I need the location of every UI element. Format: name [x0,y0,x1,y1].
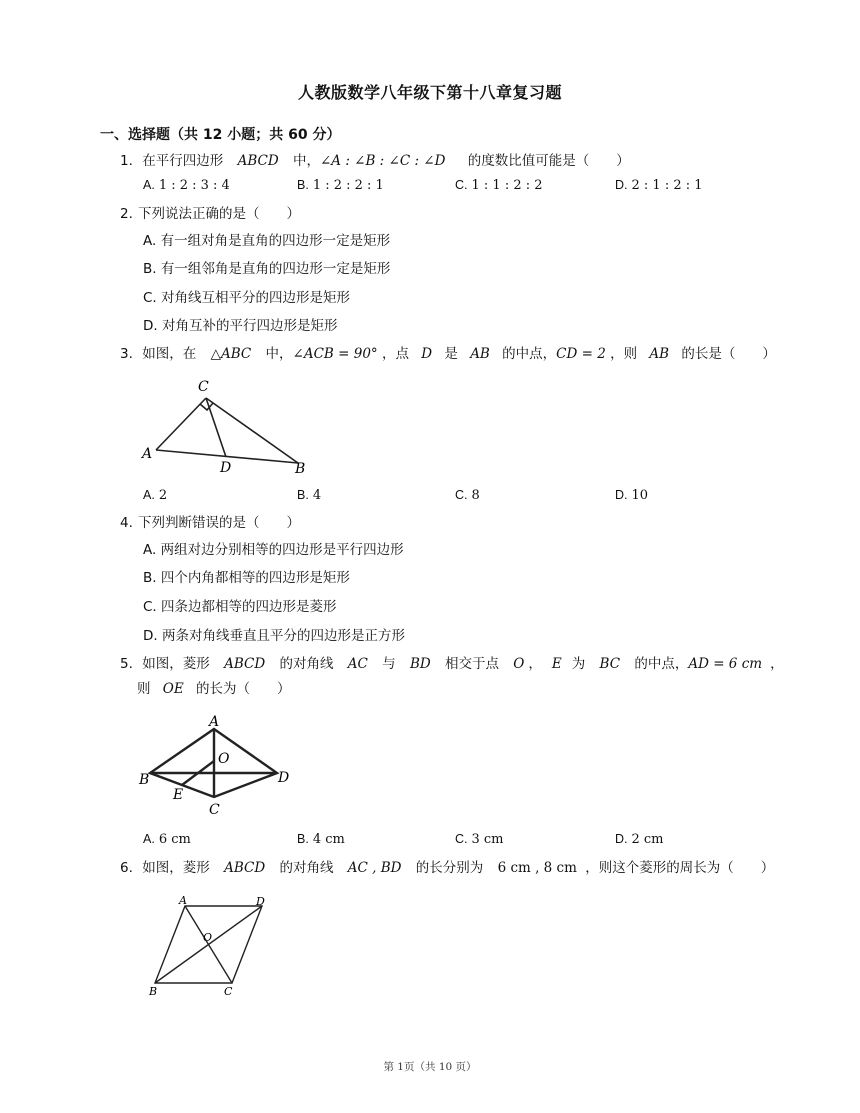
question-text: 下列说法正确的是（ ） [138,206,300,222]
math-expression: CD = 2 [556,346,606,362]
question-text: 是 [444,346,458,362]
point-label-e: E [173,787,184,803]
option-label: D. [615,178,628,192]
vertex-label-a: A [209,714,220,730]
option-b[interactable] [297,486,321,505]
question-1 [120,151,630,171]
math-expression: O [513,656,525,672]
vertex-label-c: C [198,379,209,395]
option-d[interactable] [615,176,703,195]
question-text: 的中点， [502,346,557,362]
option-b[interactable] [297,176,384,195]
vertex-label-c: C [224,985,233,998]
vertex-label-b: B [295,461,306,477]
question-number: 3. [120,346,133,362]
question-text: 的长为（ ） [196,681,291,697]
question-number: 2. [120,206,133,222]
question-text: 的长分别为 [415,860,484,876]
rhombus-figure-q6 [142,893,277,1001]
option-c[interactable] [455,176,543,195]
option-c[interactable] [455,486,480,505]
question-text: ，则 [610,346,638,362]
question-text: 如图，菱形 [142,656,210,672]
option-label: A. [143,832,155,846]
vertex-label-d: D [220,460,232,476]
triangle-figure [138,375,318,480]
question-text: 中， [265,346,293,362]
question-text: ，点 [381,346,409,362]
question-text: 的中点， [634,656,689,672]
option-label: C. [455,832,468,846]
question-text: 与 [382,656,396,672]
math-expression: BC [599,656,621,672]
math-expression: ∠A : ∠B : ∠C : ∠D [319,153,446,169]
math-expression: △ABC [210,346,252,362]
question-5 [120,654,784,674]
question-5-line-2 [137,679,291,699]
question-text: 如图，在 [142,346,197,362]
question-number: 5. [120,656,133,672]
question-text: 则 [137,681,151,697]
vertex-label-d: D [278,770,290,786]
option-label: C. [455,488,468,502]
math-expression: AB [649,346,670,362]
vertex-label-o: O [218,751,230,767]
vertex-label-b: B [149,985,158,998]
page-footer: 第 1页（共 10 页） [383,1061,477,1073]
center-label-o: O [203,931,213,944]
math-expression: BD [409,656,431,672]
option-a[interactable] [143,176,230,195]
math-expression: D [421,346,433,362]
question-2 [120,204,300,224]
question-text: 的长是（ ） [681,346,776,362]
option-value: 2 [158,488,168,503]
question-text: 为 [571,656,586,672]
option-label: D. [615,488,628,502]
question-number: 1. [120,153,133,169]
question-text: ， [528,656,542,672]
math-expression: ABCD [224,860,266,876]
question-text: 下列判断错误的是（ ） [138,515,300,531]
math-expression: AB [470,346,490,362]
option-value: 1 : 2 : 2 : 1 [312,178,384,193]
math-expression: E [551,656,562,672]
math-expression: ABCD [237,153,279,169]
rhombus-figure-q5 [136,713,296,818]
math-expression: ∠ACB = 90° [292,346,378,362]
math-expression: AC [347,656,368,672]
question-text: 中， [292,153,320,169]
option-c[interactable]: C. 四条边都相等的四边形是菱形 [143,599,337,615]
option-c[interactable]: C. 对角线互相平分的四边形是矩形 [143,290,351,306]
option-d[interactable]: D. 两条对角线垂直且平分的四边形是正方形 [143,628,405,644]
option-value: 1 : 1 : 2 : 2 [471,178,543,193]
option-label: B. [297,488,309,502]
question-number: 4. [120,515,133,531]
question-3 [120,344,776,364]
vertex-label-d: D [256,895,265,908]
option-a[interactable] [143,486,167,505]
option-label: B. [297,832,309,846]
option-d[interactable] [615,830,664,849]
option-label: D. [615,832,628,846]
section-heading: 一、选择题（共 12 小题；共 60 分） [100,127,341,143]
question-number: 6. [120,860,133,876]
math-expression: 6 cm , 8 cm [497,860,577,876]
vertex-label-a: A [179,894,187,907]
option-b[interactable] [297,830,345,849]
vertex-label-a: A [142,446,153,462]
question-text: 的度数比值可能是（ ） [467,153,630,169]
question-text: 的对角线 [279,860,334,876]
option-value: 8 [471,488,480,503]
vertex-label-c: C [209,802,220,818]
option-value: 2 cm [631,832,664,847]
option-value: 3 cm [471,832,504,847]
question-text: 如图，菱形 [142,860,210,876]
option-value: 10 [631,488,649,503]
option-b[interactable]: B. 四个内角都相等的四边形是矩形 [143,570,350,586]
question-text: 相交于点 [445,656,499,672]
question-text: 的对角线 [279,656,334,672]
option-label: C. [455,178,468,192]
vertex-label-b: B [139,772,150,788]
question-6 [120,858,774,878]
math-expression: AD = 6 cm [688,656,763,672]
option-label: B. [297,178,309,192]
option-d[interactable] [615,486,648,505]
option-label: A. [143,178,155,192]
option-a[interactable]: A. 两组对边分别相等的四边形是平行四边形 [143,542,404,558]
option-b[interactable]: B. 有一组邻角是直角的四边形一定是矩形 [143,261,391,277]
question-4 [120,513,300,533]
option-a[interactable]: A. 有一组对角是直角的四边形一定是矩形 [143,233,391,249]
option-d[interactable]: D. 对角互补的平行四边形是矩形 [143,318,338,334]
question-text: ， [770,656,784,672]
question-text: ，则这个菱形的周长为（ ） [585,860,775,876]
math-expression: AC , BD [347,860,402,876]
math-expression: ABCD [224,656,266,672]
page-title: 人教版数学八年级下第十八章复习题 [297,83,562,102]
option-label: A. [143,488,155,502]
math-expression: OE [162,681,184,697]
option-value: 2 : 1 : 2 : 1 [631,178,703,193]
option-value: 4 cm [312,832,345,847]
option-c[interactable] [455,830,504,849]
question-text: 在平行四边形 [142,153,224,169]
option-value: 1 : 2 : 3 : 4 [158,178,230,193]
option-value: 6 cm [158,832,191,847]
option-value: 4 [312,488,322,503]
option-a[interactable] [143,830,191,849]
